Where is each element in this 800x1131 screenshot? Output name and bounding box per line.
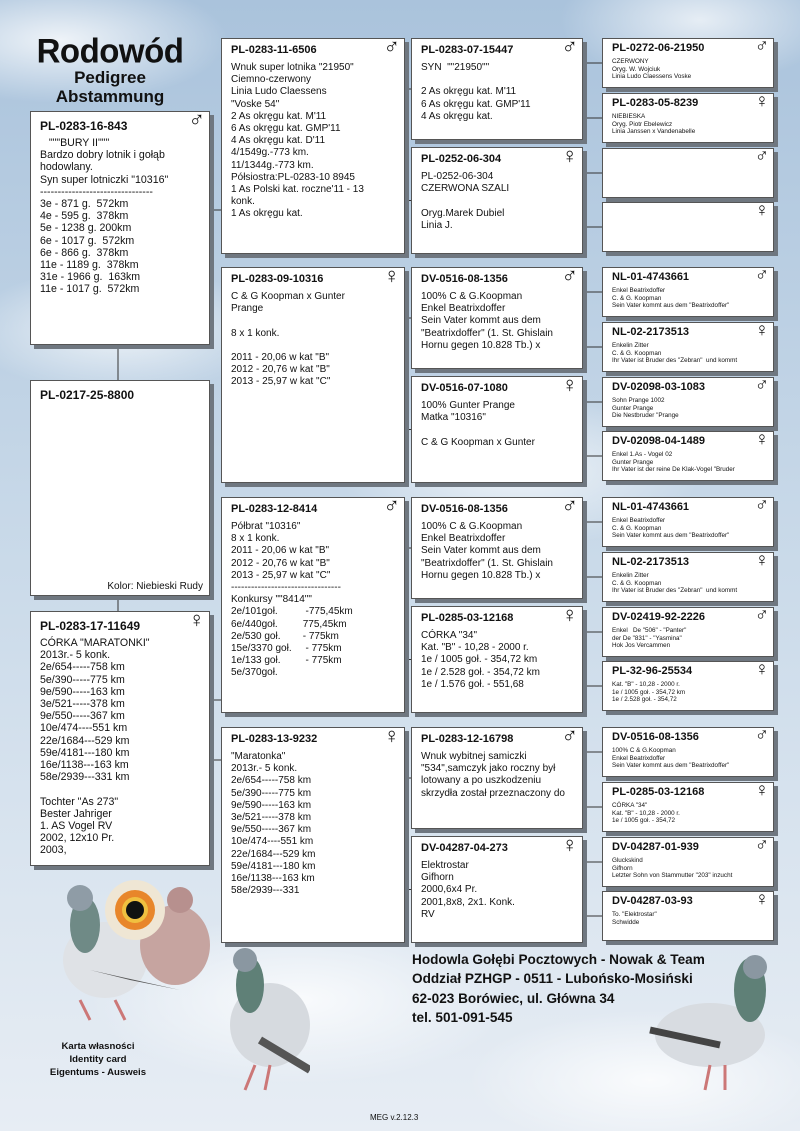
detail-line: 1e / 2.528 goł. - 354,72 km [421, 666, 540, 678]
detail-line: 2e/530 goł. - 775km [231, 630, 339, 642]
detail-line: 10e/474----551 km [231, 836, 314, 848]
pedigree-card [602, 431, 774, 481]
card-details [231, 291, 400, 389]
detail-line: 4/1549g.-773 km. [231, 147, 309, 159]
detail-line: Konkursy ""8414"" [231, 594, 312, 606]
pedigree-card [602, 607, 774, 657]
detail-line: Oryg. W. Wojciuk [612, 65, 661, 73]
ring-number: DV-02419-92-2226 [612, 611, 705, 623]
detail-line: 6 As okręgu kat. GMP'11 [231, 123, 341, 135]
ring-number: DV-0516-08-1356 [612, 731, 699, 743]
detail-line: 8 x 1 konk. [231, 327, 280, 339]
detail-line: Enkel 1.As - Vogel 02 [612, 451, 673, 458]
detail-line: 1 As Polski kat. roczne'11 - 13 [231, 184, 364, 196]
pedigree-card [602, 377, 774, 427]
detail-line: Letzter Sohn von Stammutter "203" inzucht [612, 872, 733, 880]
card-details [40, 637, 205, 857]
pedigree-card [411, 723, 583, 829]
ring-number: NL-01-4743661 [612, 271, 690, 283]
ring-number: PL-0283-09-10316 [231, 273, 324, 285]
card-details [40, 137, 205, 296]
female-icon: ♀ [561, 602, 578, 627]
ring-number: PL-32-96-25534 [612, 665, 693, 677]
card-details [421, 521, 578, 582]
detail-line [421, 424, 578, 436]
ring-number: PL-0283-17-11649 [40, 619, 141, 633]
detail-line: 9e/550-----367 km [231, 824, 312, 836]
card-details [612, 397, 769, 420]
detail-line: 6e - 1017 g. 572km [40, 234, 135, 247]
detail-line: To. "Elektrostar" [612, 911, 657, 918]
identity-card-label [28, 1040, 168, 1079]
detail-line: 59e/4181---180 km [231, 860, 316, 872]
detail-line: skrzydła został przeznaczony do [421, 787, 565, 799]
detail-line: 2e/654-----758 km [40, 661, 125, 674]
detail-line: 9e/550-----367 km [40, 710, 125, 723]
detail-line: der De "831" - "Yasmina" [612, 634, 682, 642]
detail-line: 4 As okręgu kat. D'11 [231, 135, 325, 147]
card-details [231, 521, 400, 680]
detail-line: Enkel Beatrixdoffer [421, 533, 506, 545]
card-details [612, 627, 769, 650]
pedigree-card [411, 493, 583, 599]
title-pedigree: Pedigree [74, 68, 146, 87]
pedigree-card [602, 202, 774, 252]
detail-line: 2 As okręgu kat. M'11 [231, 110, 327, 122]
male-icon: ♂ [754, 375, 769, 396]
female-icon: ♀ [754, 780, 769, 801]
detail-line: -------------------------------- [40, 185, 153, 198]
detail-line: 31e - 1966 g. 163km [40, 271, 141, 284]
detail-line: 2013 - 25,97 w kat "C" [231, 569, 331, 581]
detail-line: Hornu gegen 10.828 Tb.) x [421, 339, 541, 351]
detail-line: 58e/2939---331 km [40, 771, 130, 784]
pedigree-card [602, 322, 774, 372]
detail-line: Sohn Prange 1002 [612, 397, 665, 404]
detail-line: Ciemno-czerwony [231, 74, 312, 86]
detail-line: 16e/1138---163 km [40, 759, 129, 772]
ring-number: PL-0283-05-8239 [612, 97, 699, 109]
detail-line: Oryg. Piotr Ebelewicz [612, 120, 673, 128]
detail-line: CÓRKA "34" [421, 630, 478, 641]
pedigree-card [602, 837, 774, 887]
ring-number: DV-0516-08-1356 [421, 503, 508, 515]
pedigree-card [602, 661, 774, 711]
detail-line: Kat. "B" - 10,28 - 2000 r. [612, 809, 680, 817]
detail-line: 2012 - 20,76 w kat "B" [231, 364, 330, 376]
detail-line: 5e/390-----775 km [231, 787, 312, 799]
pedigree-card [602, 552, 774, 602]
pedigree-card [221, 34, 405, 254]
detail-line: Linia Ludo Claessens [231, 86, 327, 98]
male-icon: ♂ [383, 493, 400, 518]
male-icon: ♂ [754, 36, 769, 57]
detail-line: PL-0252-06-304 [421, 171, 494, 182]
detail-line: Gunter Prange [612, 458, 654, 466]
female-icon: ♀ [561, 143, 578, 168]
detail-line: CZERWONY [612, 58, 649, 65]
detail-line: "Beatrixdoffer" (1. St. Ghislain [421, 327, 553, 339]
detail-line: Syn super lotniczki "10316" [40, 173, 169, 186]
detail-line: Wnuk wybitnej samiczki [421, 751, 527, 762]
detail-line: 100% Gunter Prange [421, 400, 515, 411]
male-icon: ♂ [754, 725, 769, 746]
detail-line: Sein Vater kommt aus dem "Beatrixdoffer" [612, 762, 730, 770]
male-icon: ♂ [754, 265, 769, 286]
detail-line: 22e/1684---529 km [231, 848, 316, 860]
pedigree-card [221, 493, 405, 713]
detail-line: 6e - 866 g. 378km [40, 246, 129, 259]
detail-line: Enkel Beatrixdoffer [612, 517, 666, 524]
detail-line: 59e/4181---180 km [40, 746, 130, 759]
detail-line: hodowlany. [40, 161, 93, 174]
detail-line: 22e/1684---529 km [40, 734, 130, 747]
ring-number: DV-0516-08-1356 [421, 273, 508, 285]
card-details [612, 747, 769, 770]
detail-line: Półsiostra:PL-0283-10 8945 [231, 171, 355, 183]
title-abstammung: Abstammung [55, 87, 165, 106]
detail-line: Die Nestbruder "Prange [612, 412, 679, 420]
detail-line: CÓRKA "34" [612, 802, 648, 809]
detail-line: 5e - 1238 g. 200km [40, 222, 132, 235]
pedigree-card [411, 372, 583, 483]
detail-line: 3e/521-----378 km [231, 812, 312, 824]
ring-number: PL-0217-25-8800 [40, 388, 135, 402]
detail-line: Sein Vater kommt aus dem [421, 545, 541, 557]
male-icon: ♂ [754, 605, 769, 626]
pedigree-card [30, 380, 210, 596]
detail-line: 2e/101goł. -775,45km [231, 606, 353, 618]
version-label: MEG v.2.12.3 [370, 1113, 419, 1122]
detail-line [421, 195, 578, 207]
card-line-2: Identity card [69, 1054, 127, 1065]
detail-line: Kat. "B" - 10,28 - 2000 r. [421, 642, 529, 654]
male-icon: ♂ [561, 493, 578, 518]
detail-line: C & G Koopman x Gunter [231, 291, 345, 302]
detail-line: C. & G. Koopman [612, 524, 662, 532]
detail-line: Sein Vater kommt aus dem "Beatrixdoffer" [612, 302, 730, 310]
detail-line: Hok Jos Vercammen [612, 642, 671, 650]
card-details [421, 171, 578, 232]
female-icon: ♀ [561, 832, 578, 857]
detail-line: 2011 - 20,06 w kat "B" [231, 352, 330, 364]
detail-line: 15e/3370 goł. - 775km [231, 643, 342, 655]
detail-line: 1. AS Vogel RV [40, 820, 113, 833]
detail-line: Tochter "As 273" [40, 795, 119, 808]
pedigree-card [602, 38, 774, 88]
detail-line: Ihr Vater ist Bruder des "Zebran" und kommt [612, 587, 738, 595]
pedigree-card [411, 602, 583, 713]
breeder-name: Hodowla Gołębi Pocztowych - Nowak & Team [412, 952, 705, 967]
detail-line: lotowany a po uszkodzeniu [421, 775, 542, 787]
card-details [612, 857, 769, 880]
breeder-branch: Oddział PZHGP - 0511 - Lubońsko-Mosiński [412, 971, 693, 987]
breeder-phone: tel. 501-091-545 [412, 1009, 513, 1025]
card-details [612, 802, 769, 825]
detail-line: Gifhorn [421, 872, 454, 884]
card-details [421, 751, 578, 800]
detail-line: CZERWONA SZALI [421, 183, 510, 195]
pedigree-card [602, 148, 774, 198]
female-icon: ♀ [188, 607, 205, 632]
male-icon: ♂ [188, 107, 205, 132]
detail-line: Linia Janssen x Vandenabelle [612, 128, 696, 136]
pedigree-card [411, 263, 583, 369]
card-details [421, 291, 578, 352]
detail-line: 6 As okręgu kat. GMP'11 [421, 98, 531, 110]
detail-line: Enkelin Zitter [612, 342, 649, 349]
detail-line: Gluckskind [612, 857, 643, 864]
detail-line: 2013 - 25,97 w kat "C" [231, 376, 331, 388]
pigeon-image-center [230, 948, 310, 1090]
ring-number: PL-0283-07-15447 [421, 44, 514, 56]
detail-line: "534",samczyk jako roczny był [421, 763, 556, 775]
pedigree-card [411, 143, 583, 254]
detail-line: 3e - 871 g. 572km [40, 198, 129, 211]
female-icon: ♀ [561, 372, 578, 397]
detail-line [40, 783, 205, 795]
detail-line: Ihr Vater ist Bruder des "Zebran" und kommt [612, 357, 738, 365]
female-icon: ♀ [754, 659, 769, 680]
detail-line: Hornu gegen 10.828 Tb.) x [421, 569, 541, 581]
male-icon: ♂ [561, 263, 578, 288]
male-icon: ♂ [561, 34, 578, 59]
female-icon: ♀ [754, 429, 769, 450]
detail-line: 2e/654-----758 km [231, 775, 312, 787]
detail-line: 2 As okręgu kat. M'11 [421, 86, 517, 98]
card-line-3: Eigentums - Ausweis [49, 1067, 147, 1078]
pedigree-card [30, 107, 210, 345]
title-rodowod: Rodowód [36, 31, 184, 70]
ring-number: DV-02098-04-1489 [612, 435, 705, 447]
pedigree-card [602, 727, 774, 777]
pedigree-card [602, 891, 774, 941]
card-details [612, 451, 769, 474]
detail-line: NIEBIESKA [612, 113, 646, 120]
ring-number: PL-0285-03-12168 [612, 786, 705, 798]
detail-line: "Maratonka" [231, 751, 286, 762]
detail-line: Enkel Beatrixdoffer [421, 303, 506, 315]
card-details [612, 572, 769, 595]
detail-line: 1e / 2.528 goł. - 354,72 [612, 696, 677, 704]
detail-line: 9e/590-----163 km [231, 799, 312, 811]
card-details [612, 911, 769, 926]
detail-line: SYN ""21950"" [421, 62, 490, 73]
detail-line: 2012 - 20,76 w kat "B" [231, 557, 330, 569]
detail-line: 10e/474----551 km [40, 722, 128, 735]
card-details [612, 287, 769, 310]
ring-number: PL-0283-12-16798 [421, 733, 514, 745]
ring-number: PL-0283-16-843 [40, 119, 128, 133]
ring-number: DV-02098-03-1083 [612, 381, 705, 393]
detail-line: CÓRKA "MARATONKI" [40, 637, 150, 649]
card-details [612, 58, 769, 81]
card-details [421, 860, 578, 921]
detail-line: 58e/2939---331 [231, 885, 300, 897]
male-icon: ♂ [561, 723, 578, 748]
detail-line: 2001,8x8, 2x1. Konk. [421, 896, 515, 908]
detail-line: 4e - 595 g. 378km [40, 210, 129, 223]
ring-number: PL-0283-12-8414 [231, 503, 318, 515]
color-label: Kolor: Niebieski Rudy [107, 581, 203, 592]
detail-line: 1e / 1005 goł. - 354,72 km [421, 654, 538, 666]
detail-line: 100% C & G.Koopman [421, 521, 523, 532]
ring-number: DV-04287-03-93 [612, 895, 693, 907]
detail-line: C. & G. Koopman [612, 349, 662, 357]
pedigree-card [602, 93, 774, 143]
detail-line: Wnuk super lotnika "21950" [231, 62, 354, 73]
ring-number: NL-02-2173513 [612, 556, 690, 568]
detail-line: Sein Vater kommt aus dem [421, 315, 541, 327]
ring-number: DV-04287-01-939 [612, 841, 699, 853]
detail-line: 1e / 1005 goł. - 354,72 km [612, 688, 686, 696]
female-icon: ♀ [754, 200, 769, 221]
detail-line: 6e/440goł. 775,45km [231, 618, 347, 630]
detail-line: 16e/1138---163 km [231, 873, 315, 885]
detail-line: 2013r.- 5 konk. [231, 763, 298, 775]
female-icon: ♀ [754, 320, 769, 341]
ring-number: PL-0252-06-304 [421, 153, 502, 165]
card-details [612, 342, 769, 365]
ring-number: DV-04287-04-273 [421, 842, 508, 854]
pedigree-card [221, 263, 405, 483]
detail-line: Bardzo dobry lotnik i gołąb [40, 149, 165, 162]
detail-line [421, 74, 578, 86]
detail-line: C & G Koopman x Gunter [421, 436, 535, 448]
detail-line: 11e - 1189 g. 378km [40, 259, 139, 272]
detail-line [231, 340, 400, 352]
detail-line: 11/1344g.-773 km. [231, 159, 314, 171]
detail-line: Enkelin Zitter [612, 572, 649, 579]
detail-line: konk. [231, 196, 255, 208]
detail-line: Bester Jahriger [40, 807, 112, 820]
detail-line: Enkel De "506" - "Panter" [612, 627, 687, 634]
card-details [612, 113, 769, 136]
pedigree-card [602, 267, 774, 317]
pigeon-eye-image [105, 880, 165, 940]
female-icon: ♀ [383, 723, 400, 748]
detail-line: Elektrostar [421, 860, 469, 871]
ring-number: NL-01-4743661 [612, 501, 690, 513]
card-details [231, 62, 400, 221]
ring-number: PL-0272-06-21950 [612, 42, 705, 54]
detail-line: """BURY II""" [40, 137, 110, 149]
detail-line: 1e / 1.576 goł. - 551,68 [421, 678, 524, 690]
detail-line: 100% C & G.Koopman [612, 747, 676, 754]
male-icon: ♂ [754, 835, 769, 856]
card-details [612, 681, 769, 704]
ring-number: PL-0283-11-6506 [231, 44, 317, 56]
detail-line: 100% C & G.Koopman [421, 291, 523, 302]
pedigree-card [411, 34, 583, 140]
female-icon: ♀ [754, 91, 769, 112]
detail-line: Linia Ludo Claessens Voske [612, 73, 692, 81]
ring-number: PL-0283-13-9232 [231, 733, 318, 745]
detail-line: 8 x 1 konk. [231, 533, 280, 545]
detail-line: 5e/390-----775 km [40, 673, 125, 686]
pedigree-card [30, 607, 210, 866]
detail-line: Enkel Beatrixdoffer [612, 287, 666, 294]
detail-line [231, 315, 400, 327]
card-details [421, 62, 578, 123]
detail-line: Półbrat "10316" [231, 521, 301, 532]
detail-line: "Beatrixdoffer" (1. St. Ghislain [421, 557, 553, 569]
male-icon: ♂ [754, 495, 769, 516]
detail-line: 3e/521-----378 km [40, 698, 125, 711]
detail-line: "Voske 54" [231, 98, 280, 110]
page-title [30, 31, 190, 106]
pedigree-card [602, 497, 774, 547]
ring-number: DV-0516-07-1080 [421, 382, 508, 394]
detail-line: 1e/133 goł. - 775km [231, 655, 342, 667]
pedigree-card [602, 782, 774, 832]
detail-line: Ihr Vater ist der reine De Klak-Vogel "Bruder [612, 466, 735, 474]
detail-line: 2011 - 20,06 w kat "B" [231, 545, 330, 557]
female-icon: ♀ [754, 550, 769, 571]
detail-line: Gifhorn [612, 864, 633, 872]
card-details [421, 630, 578, 691]
card-details [612, 517, 769, 540]
detail-line: C. & G. Koopman [612, 579, 662, 587]
detail-line: 1e / 1005 goł. - 354,72 [612, 817, 676, 825]
detail-line: 5e/370goł. [231, 667, 278, 679]
detail-line: Schwidde [612, 918, 640, 926]
detail-line: Sein Vater kommt aus dem "Beatrixdoffer" [612, 532, 730, 540]
detail-line: Gunter Prange [612, 404, 654, 412]
pedigree-card [411, 832, 583, 943]
breeder-info [412, 950, 705, 1027]
detail-line: Prange [231, 303, 264, 315]
female-icon: ♀ [383, 263, 400, 288]
detail-line: 2003, [40, 844, 67, 857]
detail-line: RV [421, 908, 435, 920]
detail-line: --------------------------------- [231, 582, 341, 594]
detail-line: 9e/590-----163 km [40, 685, 125, 698]
male-icon: ♂ [754, 146, 769, 167]
breeder-address: 62-023 Borówiec, ul. Główna 34 [412, 990, 615, 1006]
detail-line: Matka "10316" [421, 412, 486, 424]
detail-line: 2002, 12x10 Pr. [40, 832, 115, 845]
detail-line: 1 As okręgu kat. [231, 208, 303, 220]
ring-number: NL-02-2173513 [612, 326, 690, 338]
ring-number: PL-0285-03-12168 [421, 612, 514, 624]
detail-line: 4 As okręgu kat. [421, 110, 493, 122]
detail-line: Kat. "B" - 10,28 - 2000 r. [612, 681, 680, 688]
card-details [421, 400, 578, 449]
detail-line: C. & G. Koopman [612, 294, 662, 302]
detail-line: Oryg.Marek Dubiel [421, 207, 505, 219]
female-icon: ♀ [754, 889, 769, 910]
detail-line: 2000,6x4 Pr. [421, 884, 478, 896]
detail-line: 2013r.- 5 konk. [40, 649, 111, 662]
card-line-1: Karta własności [61, 1041, 135, 1052]
male-icon: ♂ [383, 34, 400, 59]
detail-line: Linia J. [421, 219, 453, 231]
detail-line: Enkel Beatrixdoffer [612, 754, 666, 762]
detail-line: 11e - 1017 g. 572km [40, 283, 140, 296]
